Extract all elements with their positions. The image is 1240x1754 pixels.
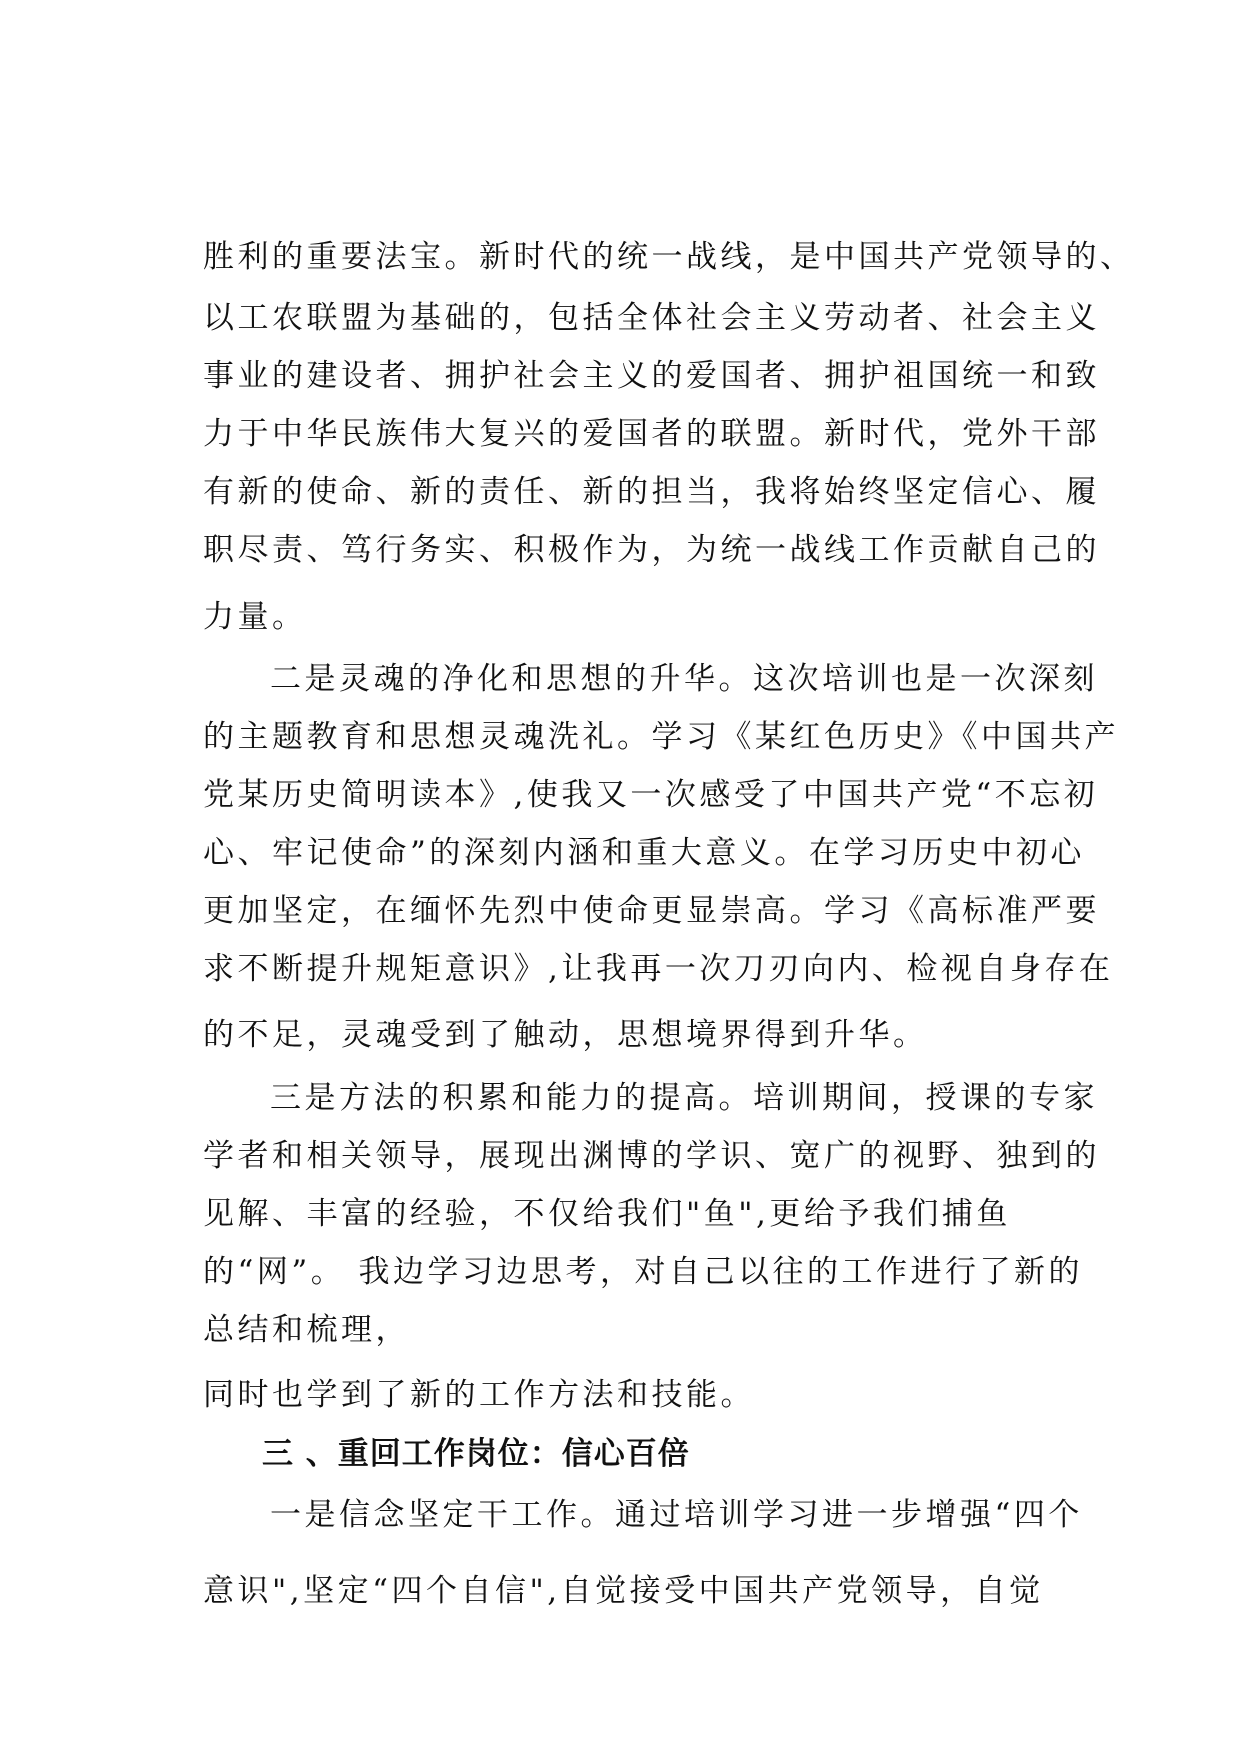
- text-line: 心、牢记使命”的深刻内涵和重大意义。在学习历史中初心: [203, 835, 1085, 871]
- paragraph-start-line: 一是信念坚定干工作。通过培训学习进一步增强“四个: [270, 1497, 1083, 1533]
- text-line: 有新的使命、新的责任、新的担当，我将始终坚定信心、履: [203, 474, 1100, 510]
- text-line: 事业的建设者、拥护社会主义的爱国者、拥护祖国统一和致: [203, 358, 1100, 394]
- text-line: 的不足，灵魂受到了触动，思想境界得到升华。: [203, 1017, 928, 1053]
- text-line: 的主题教育和思想灵魂洗礼。学习《某红色历史》《中国共产: [203, 719, 1119, 755]
- text-line: 求不断提升规矩意识》,让我再一次刀刃向内、检视自身存在: [203, 951, 1114, 987]
- text-line: 意识",坚定“四个自信",自觉接受中国共产党领导，自觉: [203, 1573, 1044, 1609]
- text-line: 党某历史简明读本》,使我又一次感受了中国共产党“不忘初: [203, 777, 1099, 813]
- text-line: 的“网”。 我边学习边思考，对自己以往的工作进行了新的: [203, 1254, 1084, 1290]
- paragraph-start-line: 三是方法的积累和能力的提高。培训期间，授课的专家: [270, 1080, 1098, 1116]
- text-line: 力量。: [203, 599, 307, 635]
- text-line: 同时也学到了新的工作方法和技能。: [203, 1377, 755, 1413]
- text-line: 见解、丰富的经验，不仅给我们"鱼",更给予我们捕鱼: [203, 1196, 1011, 1232]
- text-line: 学者和相关领导，展现出渊博的学识、宽广的视野、独到的: [203, 1138, 1100, 1174]
- text-line: 胜利的重要法宝。新时代的统一战线，是中国共产党领导的、: [203, 239, 1135, 275]
- text-line: 更加坚定，在缅怀先烈中使命更显崇高。学习《高标准严要: [203, 893, 1100, 929]
- text-line: 职尽责、笃行务实、积极作为，为统一战线工作贡献自己的: [203, 532, 1100, 568]
- text-line: 力于中华民族伟大复兴的爱国者的联盟。新时代，党外干部: [203, 416, 1100, 452]
- section-heading: 三 、重回工作岗位：信心百倍: [262, 1436, 690, 1472]
- text-line: 总结和梳理，: [203, 1312, 410, 1348]
- paragraph-start-line: 二是灵魂的净化和思想的升华。这次培训也是一次深刻: [270, 661, 1098, 697]
- text-line: 以工农联盟为基础的，包括全体社会主义劳动者、社会主义: [203, 300, 1100, 336]
